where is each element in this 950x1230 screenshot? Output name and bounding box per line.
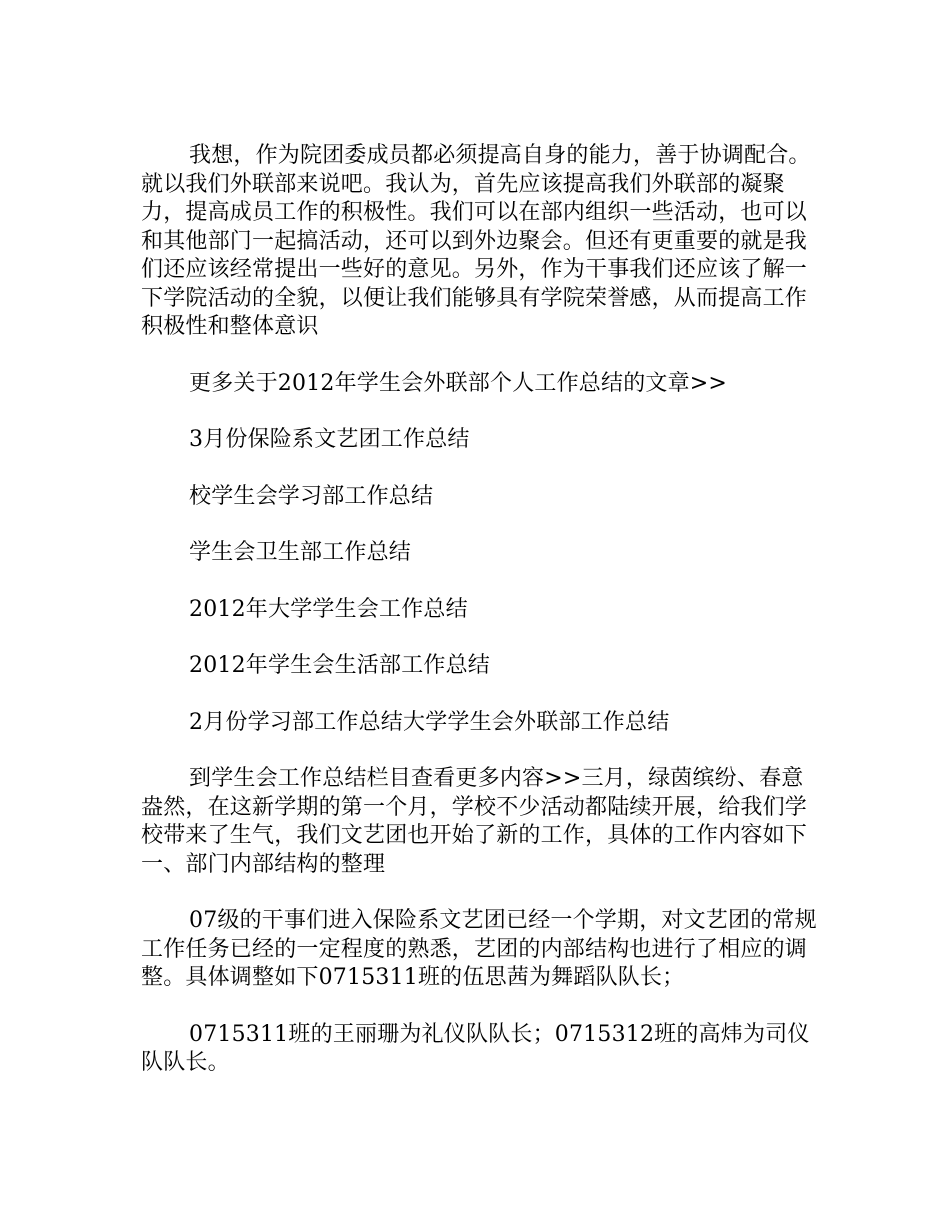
paragraph-team-leaders: 0715311班的王丽珊为礼仪队队长；0715312班的高炜为司仪队队长。 [141,1021,810,1075]
related-article-link[interactable]: 2012年学生会生活部工作总结 [189,653,490,678]
more-articles-link[interactable]: 更多关于2012年学生会外联部个人工作总结的文章>> [189,370,728,396]
related-article-link[interactable]: 2月份学习部工作总结大学学生会外联部工作总结 [189,709,670,735]
paragraph-march-summary: 到学生会工作总结栏目查看更多内容>>三月，绿茵缤纷、春意盎然，在这新学期的第一个月，学校不少活动都陆续开展，给我们学校带来了生气，我们文艺团也开始了新的工作，具体的工作内容如下一、部门内部结构的整理 [141,766,808,877]
paragraph-intro: 我想，作为院团委成员都必须提高自身的能力，善于协调配合。就以我们外联部来说吧。我认为，首先应该提高我们外联部的凝聚力，提高成员工作的积极性。我们可以在部内组织一些活动，也可以和其他部门一起搞活动，还可以到外边聚会。但还有更重要的就是我们还应该经常提出一些好的意见。另外，作为干事我们还应该了解一下学院活动的全貌，以便让我们能够具有学院荣誉感，从而提高工作积极性和整体意识 [141,143,811,339]
paragraph-structure-adjustment: 07级的干事们进入保险系文艺团已经一个学期，对文艺团的常规工作任务已经的一定程度的熟悉，艺团的内部结构也进行了相应的调整。具体调整如下0715311班的伍思茜为舞蹈队队长； [141,908,817,990]
related-article-link[interactable]: 2012年大学学生会工作总结 [189,596,468,622]
related-article-link[interactable]: 3月份保险系文艺团工作总结 [189,427,470,452]
related-article-link[interactable]: 学生会卫生部工作总结 [189,540,412,565]
document-body [141,142,821,1106]
related-article-link[interactable]: 校学生会学习部工作总结 [189,483,434,509]
